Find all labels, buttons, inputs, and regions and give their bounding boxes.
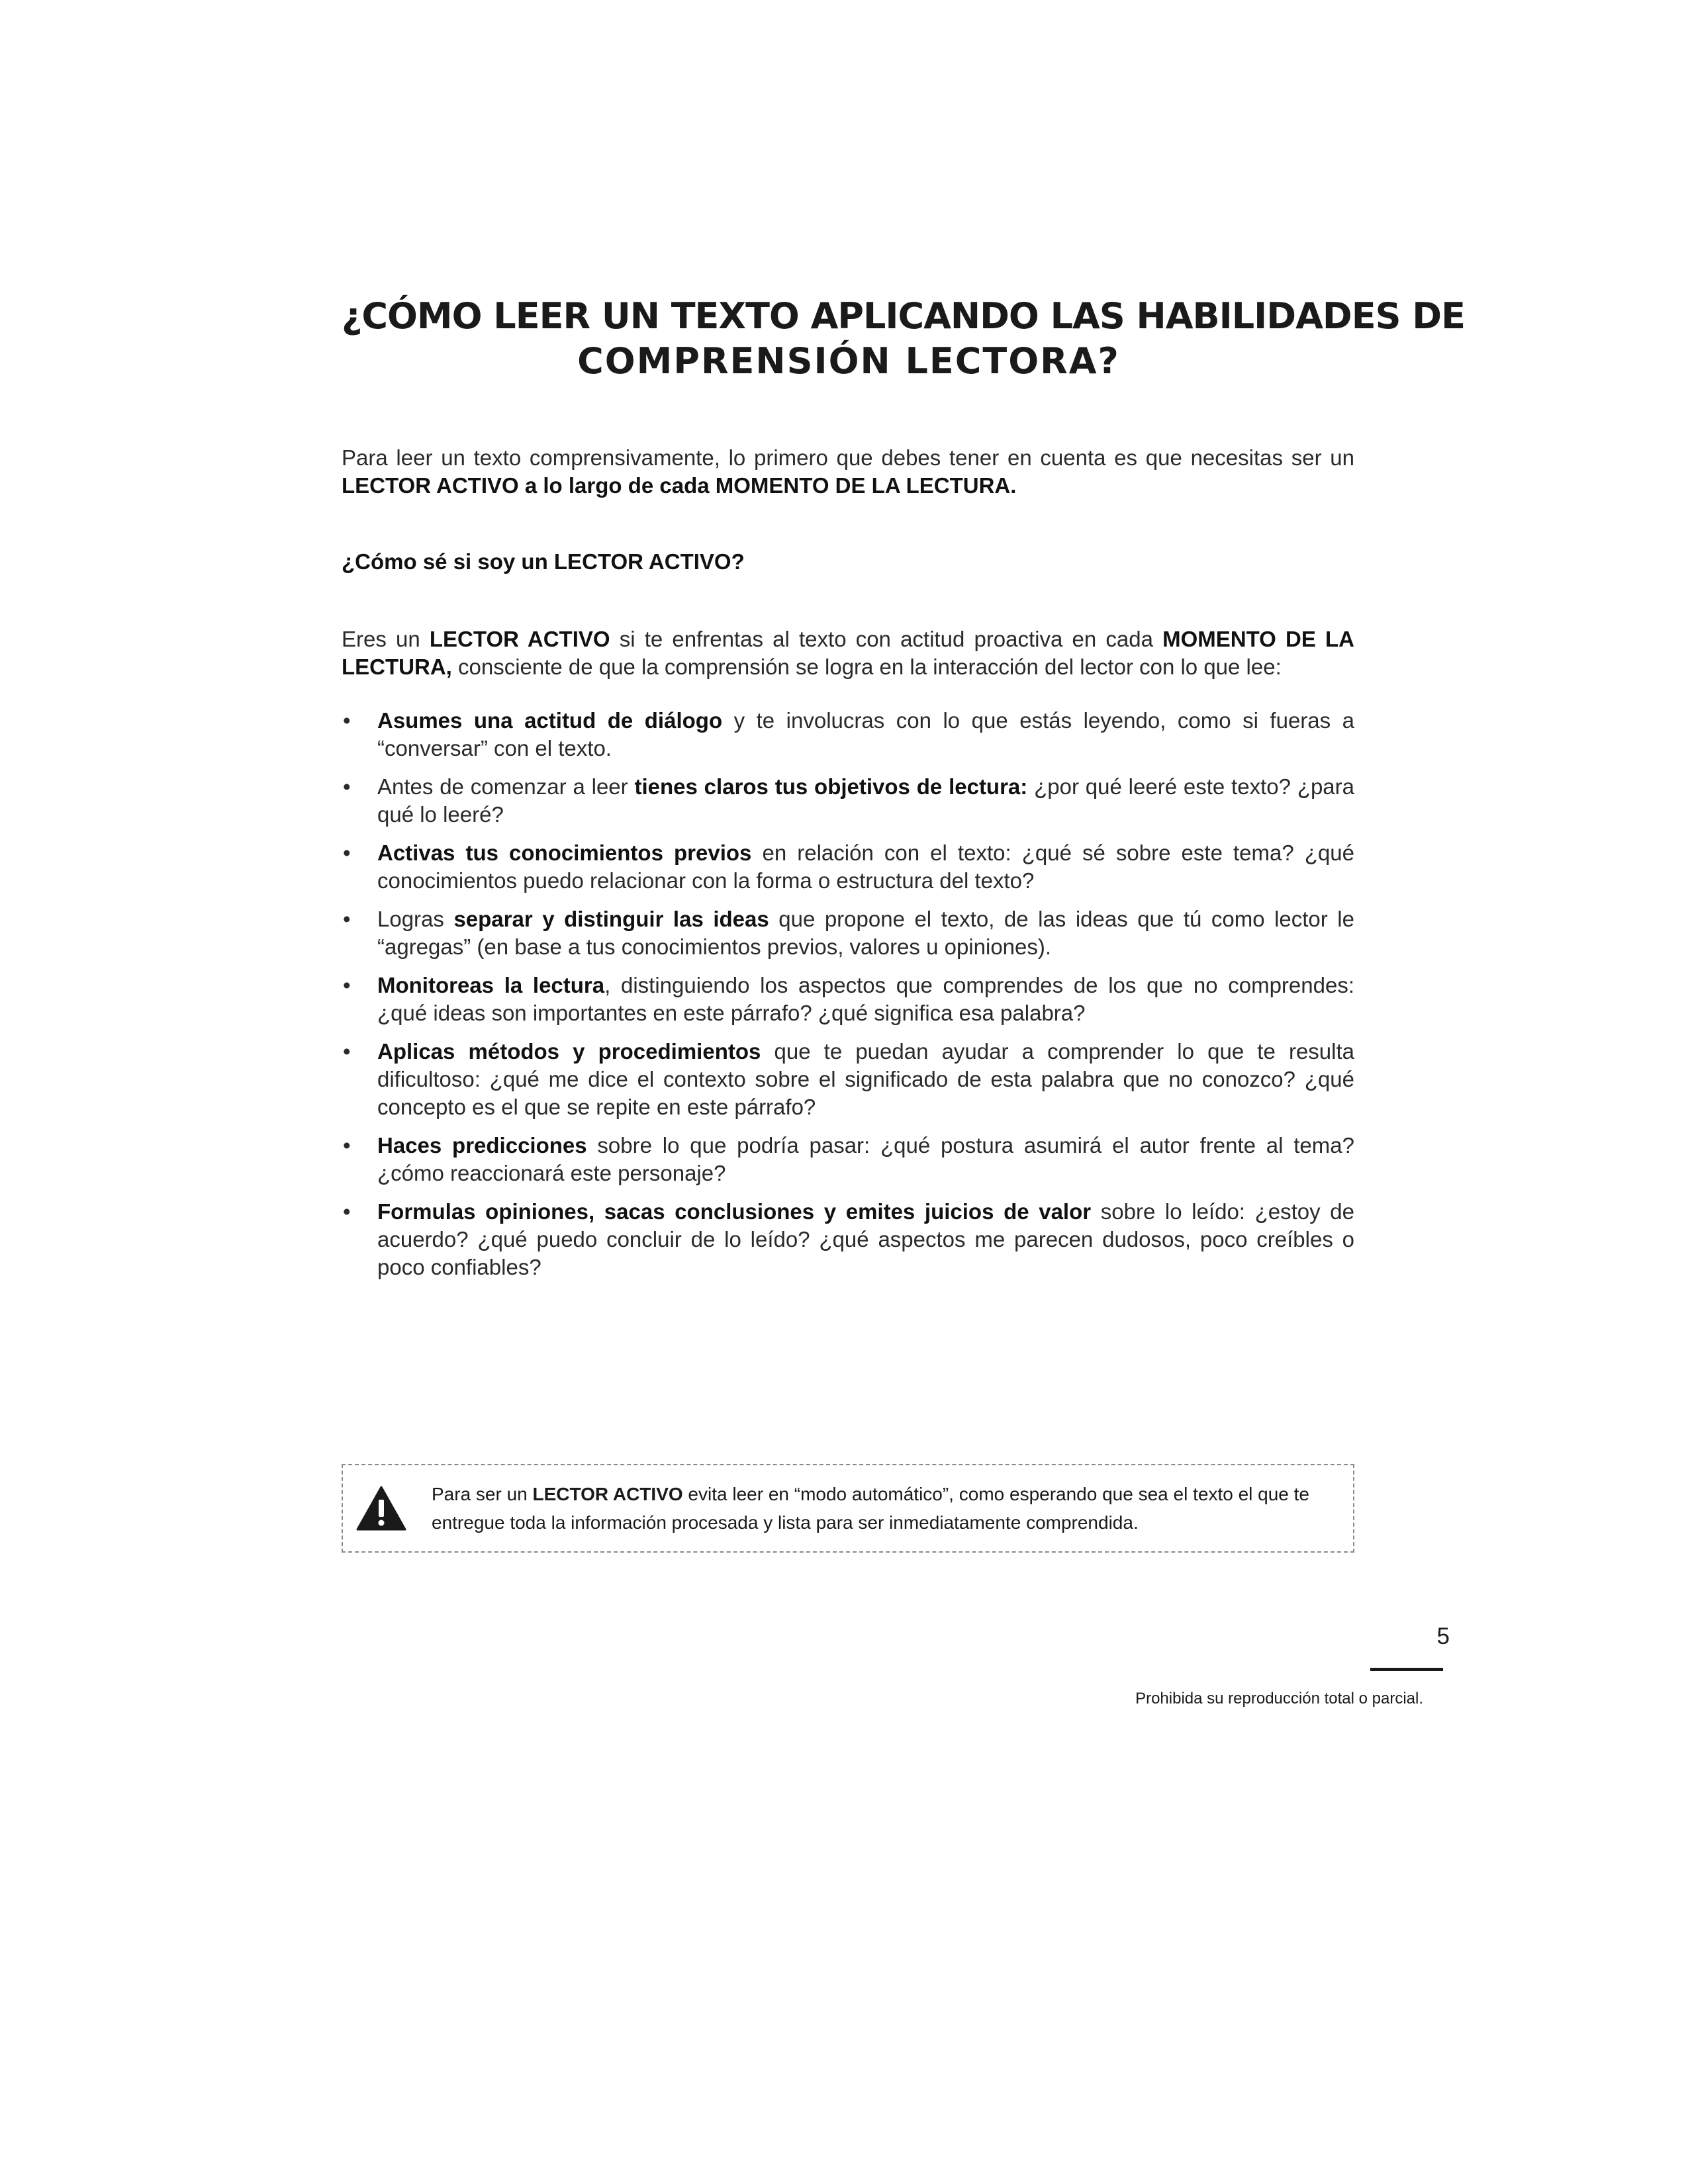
desc-text-1: Eres un xyxy=(342,627,430,651)
list-item-text: sobre lo que podría pasar: ¿qué postura asumirá el autor frente al tema? ¿cómo reaccionará este personaje? xyxy=(377,1133,1354,1185)
list-item xyxy=(342,1198,1354,1281)
list-item-bold: Formulas opiniones, sacas conclusiones y emites juicios de valor xyxy=(377,1199,1092,1224)
list-item-bold: Monitoreas la lectura xyxy=(377,973,605,997)
desc-bold-2: MOMENTO DE LA LECTURA, xyxy=(342,627,1354,679)
note-bold: LECTOR ACTIVO xyxy=(532,1484,683,1504)
title-line-2: COMPRENSIÓN LECTORA? xyxy=(577,340,1120,383)
list-item xyxy=(342,972,1354,1027)
desc-text-3: consciente de que la comprensión se logra en la interacción del lector con lo que lee: xyxy=(451,655,1282,679)
title-line-1: ¿CÓMO LEER UN TEXTO APLICANDO LAS HABILIDADES DE xyxy=(342,295,1465,338)
warning-icon xyxy=(356,1485,406,1531)
list-item xyxy=(342,773,1354,829)
list-item-bold: Aplicas métodos y procedimientos xyxy=(377,1039,761,1064)
list-item xyxy=(342,905,1354,961)
list-item-text: en relación con el texto: ¿qué sé sobre este tema? ¿qué conocimientos puedo relacionar con la forma o estructura del texto? xyxy=(377,841,1354,893)
warning-note-box xyxy=(342,1464,1354,1553)
copyright-footer: Prohibida su reproducción total o parcial. xyxy=(1135,1690,1423,1707)
list-item-bold: tienes claros tus objetivos de lectura: xyxy=(634,774,1028,799)
intro-bold: LECTOR ACTIVO a lo largo de cada MOMENTO DE LA LECTURA. xyxy=(342,473,1017,498)
list-item xyxy=(342,1132,1354,1187)
note-text-1: Para ser un xyxy=(432,1484,533,1504)
note-text-2: evita leer en “modo automático”, como esperando que sea el texto el que te entregue toda la información procesada y lista para ser inmediatamente comprendida. xyxy=(432,1484,1309,1533)
list-item xyxy=(342,839,1354,895)
list-item xyxy=(342,1038,1354,1121)
active-reader-list xyxy=(342,707,1354,1292)
intro-text: Para leer un texto comprensivamente, lo primero que debes tener en cuenta es que necesitas ser un xyxy=(342,445,1354,470)
list-item-bold: Asumes una actitud de diálogo xyxy=(377,708,723,733)
list-item-text: Antes de comenzar a leer xyxy=(377,774,635,799)
page-title xyxy=(342,294,1465,384)
list-item-bold: separar y distinguir las ideas xyxy=(453,907,769,931)
list-item-text: ¿por qué leeré este texto? ¿para qué lo leeré? xyxy=(377,774,1354,827)
desc-text-2: si te enfrentas al texto con actitud proactiva en cada xyxy=(610,627,1163,651)
warning-note-text xyxy=(432,1480,1319,1537)
section-question: ¿Cómo sé si soy un LECTOR ACTIVO? xyxy=(342,549,745,574)
page-number: 5 xyxy=(1436,1623,1450,1649)
desc-bold-1: LECTOR ACTIVO xyxy=(429,627,610,651)
page-number-rule xyxy=(1370,1668,1443,1671)
list-item-bold: Haces predicciones xyxy=(377,1133,587,1158)
intro-paragraph xyxy=(342,444,1354,500)
list-item-text: que te puedan ayudar a comprender lo que te resulta dificultoso: ¿qué me dice el contexto sobre el significado de esta palabra que no conozco? ¿qué concepto es el que se repite en este párrafo? xyxy=(377,1039,1354,1119)
list-item-text: y te involucras con lo que estás leyendo, como si fueras a “conversar” con el texto. xyxy=(377,708,1355,760)
list-item xyxy=(342,707,1354,762)
description-paragraph xyxy=(342,625,1354,681)
list-item-bold: Activas tus conocimientos previos xyxy=(377,841,752,865)
list-item-text: Logras xyxy=(377,907,454,931)
list-item-text: , distinguiendo los aspectos que comprendes de los que no comprendes: ¿qué ideas son importantes en este párrafo? ¿qué significa esa palabra? xyxy=(377,973,1354,1025)
list-item-text: que propone el texto, de las ideas que tú como lector le “agregas” (en base a tus conocimientos previos, valores u opiniones). xyxy=(377,907,1354,959)
list-item-text: sobre lo leído: ¿estoy de acuerdo? ¿qué puedo concluir de lo leído? ¿qué aspectos me parecen dudosos, poco creíbles o poco confiables? xyxy=(377,1199,1354,1279)
